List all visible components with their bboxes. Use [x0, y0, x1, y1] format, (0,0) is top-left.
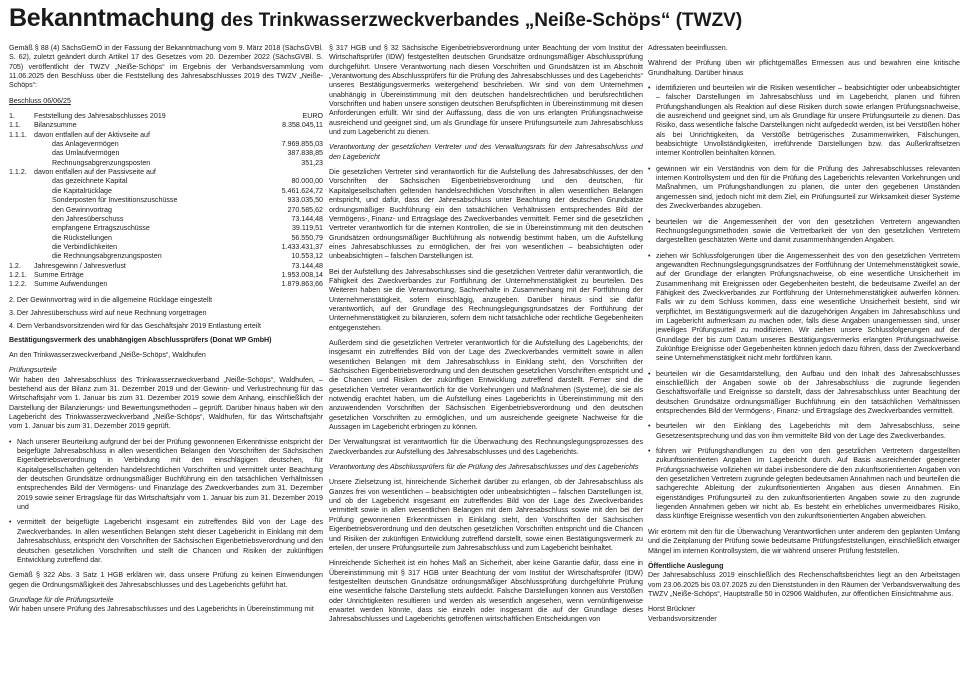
list-item: • beurteilen wir den Einklang des Lageberichts mit dem Jahresabschluss, seine Gesetzesentsprechung und das von ihm vermittelte Bild von der Lage des Zweckverbandes. — [656, 422, 960, 441]
gl-heading: Grundlage für die Prüfungsurteile — [9, 595, 114, 604]
table-row — [9, 271, 323, 280]
table-cell-value: 10.553,12 — [291, 252, 323, 261]
table-cell-value: 7.969.855,03 — [281, 140, 323, 149]
table-cell-n — [9, 215, 27, 224]
table-cell-n — [9, 196, 27, 205]
table-row — [9, 168, 323, 177]
table-row — [9, 131, 323, 140]
table-row — [9, 243, 323, 252]
table-cell-value: 1.953.008,14 — [281, 270, 323, 279]
table-row — [9, 262, 323, 271]
c2-heading-1: Verantwortung der gesetzlichen Vertreter und des Verwaltungsrats für den Jahresabschluss und den Lagebericht — [329, 143, 643, 161]
c2-p5: Der Verwaltungsrat ist verantwortlich für die Überwachung des Rechnungslegungsprozesses des Zweckverbandes zur Aufstellung des Jahresabschlusses und des Lageberichts. — [329, 438, 643, 456]
gl-text: Wir haben unsere Prüfung des Jahresabschlusses und des Lageberichts in Übereinstimmung mit — [9, 605, 314, 614]
table-cell-n: 1.1.1. — [9, 130, 27, 139]
table-cell-label: die Rechnungsabgrenzungsposten — [52, 252, 162, 261]
table-cell-n: 1.1.2. — [9, 168, 27, 177]
table-cell-n — [9, 177, 27, 186]
table-cell-value: 39.119,51 — [291, 224, 323, 233]
table-cell-label: Feststellung des Jahresabschlusses 2019 — [34, 112, 166, 121]
signature-role: Verbandsvorsitzender — [648, 614, 717, 623]
financial-table — [9, 112, 323, 290]
c2-p2: Die gesetzlichen Vertreter sind verantwortlich für die Aufstellung des Jahresabschlusses, der den Vorschriften der Sächsischen Eigenbetriebsverordnung und den deutschen, für Kapitalgesellschaften geltenden handelsrechtlichen Vorschriften in allen wesentlichen Belangen entspricht, und dafür, dass der Jahresabschluss unter Beachtung der deutschen Grundsätze ordnungsmäßiger Buchführung ein den tatsächlichen Verhältnissen entsprechendes Bild der Vermögens-, Finanz- und Ertragslage des Zweckverbandes vermittelt. Ferner sind die gesetzlichen Vertreter verantwortlich für die internen Kontrollen, die sie in Übereinstimmung mit den deutschen Grundsätzen ordnungsmäßiger Buchführung als notwendig bestimmt haben, um die Aufstellung eines Jahresabschlusses zu ermöglichen, der frei von wesentlichen – beabsichtigten oder unbeabsichtigten – falschen Darstellungen ist. — [329, 168, 643, 261]
table-cell-label: den Jahresüberschuss — [52, 214, 124, 223]
c2-p3: Bei der Aufstellung des Jahresabschlusses sind die gesetzlichen Vertreter dafür verantwortlich, die Fähigkeit des Zweckverbandes zur Fortführung der Unternehmenstätigkeit zu beurteilen. Des Weiteren haben sie die Verantwortung, Sachverhalte in Zusammenhang mit der Fortführung der Unternehmenstätigkeit, sofern einschlägig, anzugeben. Darüber hinaus sind sie dafür verantwortlich, auf der Grundlage des Rechnungslegungsgrundsatzes der Fortführung der Unternehmenstätigkeit zu bilanzieren, sofern dem nicht tatsächliche oder rechtliche Gegebenheiten entgegenstehen. — [329, 267, 643, 332]
c2-p7: Hinreichende Sicherheit ist ein hohes Maß an Sicherheit, aber keine Garantie dafür, dass eine in Übereinstimmung mit § 317 HGB unter Beachtung der vom Institut der Wirtschaftsprüfer (IDW) festgestellten deutschen Grundsätze ordnungsmäßiger Abschlussprüfung durchgeführte Prüfung eine wesentliche falsche Darstellung stets aufdeckt. Falsche Darstellungen können aus Verstößen oder Unrichtigkeiten resultieren und werden als wesentlich angesehen, wenn vernünftigerweise erwartet werden könnte, dass sie einzeln oder insgesamt die auf der Grundlage dieses Jahresabschlusses und Lageberichts getroffenen wirtschaftlichen Entscheidungen von — [329, 559, 643, 624]
table-cell-value: 5.461.624,72 — [281, 186, 323, 195]
table-row — [9, 196, 323, 205]
table-row — [9, 177, 323, 186]
table-row — [9, 187, 323, 196]
c2-p4: Außerdem sind die gesetzlichen Vertreter verantwortlich für die Aufstellung des Lageberichts, der insgesamt ein zutreffendes Bild von der Lage des Zweckverbandes vermittelt sowie in allen wesentlichen Belangen mit dem Jahresabschluss in Einklang steht, den Vorschriften der Sächsischen Eigenbetriebsverordnung und den deutschen gesetzlichen Vorschriften entspricht und die Chancen und Risiken der zukünftigen Entwicklung zutreffend darstellt. Ferner sind die gesetzlichen Vertreter verantwortlich für die Vorkehrungen und Maßnahmen (Systeme), die sie als notwendig erachtet haben, um die Aufstellung eines Lageberichts in Übereinstimmung mit den anzuwendenden Vorschriften der Sächsischen Eigenbetriebsverordnung und den deutschen gesetzlichen Vorschriften zu ermöglichen, und um ausreichende geeignete Nachweise für die Aussagen im Lagebericht erbringen zu können. — [329, 338, 643, 432]
c3-p3: Wir erörtern mit den für die Überwachung Verantwortlichen unter anderem den geplanten Umfang und die Zeitplanung der Prüfung sowie bedeutsame Prüfungsfeststellungen, einschließlich etwaiger Mängel im internen Kontrollsystem, die wir während unserer Prüfung feststellen. — [648, 527, 960, 555]
list-item: • identifizieren und beurteilen wir die Risiken wesentlicher – beabsichtigter oder unbeabsichtigter – falscher Darstellungen im Jahresabschluss und im Lagebericht, planen und führen Prüfungshandlungen als Reaktion auf diese Risiken durch sowie erlangen Prüfungsnachweise, die ausreichend und geeignet sind, um als Grundlage für unsere Prüfungsurteile zu dienen. Das Risiko, dass wesentliche falsche Darstellungen nicht aufgedeckt werden, ist bei Verstößen höher als bei Unrichtigkeiten, da Verstöße betrügerisches Zusammenwirken, Fälschungen, beabsichtigte Unvollständigkeiten, irreführende Darstellungen bzw. das Außerkraftsetzen interner Kontrollen beinhalten können. — [656, 84, 960, 159]
table-row — [9, 159, 323, 168]
c2-heading-2: Verantwortung des Abschlussprüfers für die Prüfung des Jahresabschlusses und des Lageberichts — [329, 463, 639, 472]
table-cell-label: das Umlaufvermögen — [52, 149, 120, 158]
table-cell-label: Bilanzsumme — [34, 121, 77, 130]
table-cell-n: 1.1. — [9, 121, 21, 130]
table-cell-n: 1.2.2. — [9, 280, 27, 289]
table-cell-n — [9, 159, 27, 168]
table-cell-value: 8.358.045,11 — [282, 121, 323, 130]
list-item: 3. Der Jahresüberschuss wird auf neue Rechnung vorgetragen — [9, 308, 207, 317]
table-cell-n — [9, 252, 27, 261]
column-2 — [329, 44, 643, 631]
table-cell-label: das Anlagevermögen — [52, 140, 119, 149]
column-3 — [648, 44, 960, 624]
table-cell-n: 1.2.1. — [9, 270, 27, 279]
table-cell-n — [9, 206, 27, 215]
table-row — [9, 252, 323, 261]
table-cell-value — [259, 131, 323, 140]
pu-text: Wir haben den Jahresabschluss des Trinkwasserzweckverband „Neiße-Schöps“, Waldhufen, – bestehend aus der Bilanz zum 31. Dezember 2019 und der Gewinn- und Verlustrechnung für das Wirtschaftsjahr vom 1. Januar bis zum 31. Dezember 2019 sowie dem Anhang, einschließlich der Darstellung der Bilanzierungs- und Bewertungsmethoden – geprüft. Darüber hinaus haben wir den Lagebericht des Trinkwasserzweckverband „Neiße-Schöps“, Waldhufen, für das Wirtschaftsjahr vom 1. Januar bis zum 31. Dezember 2019 geprüft. — [9, 375, 323, 431]
list-item: • beurteilen wir die Gesamtdarstellung, den Aufbau und den Inhalt des Jahresabschlusses einschließlich der Angaben sowie ob der Jahresabschluss die zugrunde liegenden Geschäftsvorfälle und Ereignisse so darstellt, dass der Jahresabschluss unter Beachtung der deutschen Grundsätze ordnungsmäßiger Buchführung ein den tatsächlichen Verhältnissen entsprechendes Bild der Vermögens-, Finanz- und Ertragslage des Zweckverbandes vermittelt. — [656, 370, 960, 417]
table-cell-label: die Rückstellungen — [52, 233, 112, 242]
table-cell-label: davon entfallen auf der Passivseite auf — [34, 168, 156, 177]
table-cell-label: Rechnungsabgrenzungsposten — [52, 158, 151, 167]
column-1 — [9, 44, 323, 621]
table-cell-n: 1.2. — [9, 261, 21, 270]
table-cell-label: empfangene Ertragszuschüsse — [52, 224, 150, 233]
oa-text: Der Jahresabschluss 2019 einschließlich des Rechenschaftsberichtes liegt an den Arbeitstagen vom 23.06.2025 bis 03.07.2025 zu den Dienststunden in den Räumen der Verbandsverwaltung des TWZV „Neiße-Schöps“, Hauptstraße 50 in 02906 Waldhufen, zur öffentlichen Einsichtnahme aus. — [648, 571, 960, 598]
table-row — [9, 140, 323, 149]
table-row — [9, 121, 323, 130]
table-cell-label: das gezeichnete Kapital — [52, 177, 128, 186]
table-cell-label: den Gewinnvortrag — [52, 205, 112, 214]
table-cell-label: die Verbindlichkeiten — [52, 242, 118, 251]
table-cell-n — [9, 187, 27, 196]
table-cell-value: 73.144,48 — [291, 214, 323, 223]
table-cell-n — [9, 149, 27, 158]
table-cell-value: 1.879.863,66 — [281, 280, 323, 289]
list-item: • führen wir Prüfungshandlungen zu den von den gesetzlichen Vertretern dargestellten zukunftsorientierten Angaben im Lagebericht durch. Auf Basis ausreichender geeigneter Prüfungsnachweise vollziehen wir dabei insbesondere die den zukunftsorientierten Angaben von den gesetzlichen Vertretern zugrunde gelegten bedeutsamen Annahmen nach und beurteilen die sachgerechte Ableitung der zukunftsorientierten Angaben aus diesen Annahmen. Ein eigenständiges Prüfungsurteil zu den zukunftsorientierten Angaben sowie zu den zugrunde liegenden Annahmen geben wir nicht ab. Es besteht ein erhebliches unvermeidbares Risiko, dass künftige Ereignisse wesentlich von den zukunftsorientierten Angaben abweichen. — [656, 447, 960, 522]
table-row — [9, 206, 323, 215]
table-row — [9, 224, 323, 233]
page-title — [9, 4, 742, 33]
table-cell-n — [9, 140, 27, 149]
table-cell-value — [259, 168, 323, 177]
resolution-items — [9, 296, 323, 332]
table-cell-value: 1.433.431,37 — [281, 242, 323, 251]
list-item: • ziehen wir Schlussfolgerungen über die Angemessenheit des von den gesetzlichen Vertretern angewandten Rechnungslegungsgrundsatzes der Fortführung der Unternehmenstätigkeit sowie, auf der Grundlage der erlangten Prüfungsnachweise, ob eine wesentliche Unsicherheit im Zusammenhang mit Ereignissen oder Gegebenheiten besteht, die bedeutsame Zweifel an der Fähigkeit des Zweckverbandes zur Fortführung der Unternehmenstätigkeit aufwerfen können. Falls wir zu dem Schluss kommen, dass eine wesentliche Unsicherheit besteht, sind wir verpflichtet, im Bestätigungsvermerk auf die dazugehörigen Angaben im Jahresabschluss und im Lagebericht aufmerksam zu machen oder, falls diese Angaben unangemessen sind, unser jeweiliges Prüfungsurteil zu modifizieren. Wir ziehen unsere Schlussfolgerungen auf der Grundlage der bis zum Datum unseres Bestätigungsvermerks erlangten Prüfungsnachweise. Zukünftige Ereignisse oder Gegebenheiten können jedoch dazu führen, dass der Zweckverband seine Unternehmenstätigkeit nicht mehr fortführen kann. — [656, 252, 960, 364]
table-cell-value: 270.585,62 — [287, 205, 323, 214]
list-item: 4. Dem Verbandsvorsitzenden wird für das Geschäftsjahr 2019 Entlastung erteilt — [9, 322, 261, 331]
title-main: Bekanntmachung — [9, 4, 215, 32]
table-cell-label: davon entfallen auf der Aktivseite auf — [34, 130, 150, 139]
pu-bullets — [9, 438, 323, 565]
list-item: 2. Der Gewinnvortrag wird in die allgemeine Rücklage eingestellt — [9, 295, 213, 304]
table-row — [9, 280, 323, 289]
signature-name: Horst Brückner — [648, 605, 696, 614]
p322-text: Gemäß § 322 Abs. 3 Satz 1 HGB erklären wir, dass unsere Prüfung zu keinen Einwendungen gegen die Ordnungsmäßigkeit des Jahresabschlusses und des Lageberichts geführt hat. — [9, 571, 323, 589]
table-cell-label: Summe Aufwendungen — [34, 280, 108, 289]
table-cell-n — [9, 224, 27, 233]
c3-p1: Adressaten beeinflussen. — [648, 44, 728, 52]
c2-p1: § 317 HGB und § 32 Sächsische Eigenbetriebsverordnung unter Beachtung der vom Institut der Wirtschaftsprüfer (IDW) festgestellten deutschen Grundsätze ordnungsmäßiger Abschlussprüfung durchgeführt. Unsere Verantwortung nach diesen Vorschriften und Grundsätzen ist im Abschnitt „Verantwortung des Abschlussprüfers für die Prüfung des Jahresabschlusses und des Lageberichts“ unseres Bestätigungsvermerks weitergehend beschrieben. Wir sind von dem Unternehmen unabhängig in Übereinstimmung mit den deutschen handelsrechtlichen und berufsrechtlichen Vorschriften und haben unsere sonstigen deutschen Berufspflichten in Übereinstimmung mit diesen Anforderungen erfüllt. Wir sind der Auffassung, dass die von uns erlangten Prüfungsnachweise ausreichend und geeignet sind, um als Grundlage für unsere Prüfungsurteile zum Jahresabschluss und zum Lagebericht zu dienen. — [329, 44, 643, 137]
table-cell-value: 80.000,00 — [291, 177, 323, 186]
table-cell-label: Sonderposten für Investitionszuschüsse — [52, 196, 178, 205]
table-cell-value: 73.144,48 — [291, 261, 323, 270]
table-cell-value: 56.550,79 — [291, 233, 323, 242]
list-item: • gewinnen wir ein Verständnis von dem für die Prüfung des Jahresabschlusses relevanten internen Kontrollsystem und den für die Prüfung des Lageberichts relevanten Vorkehrungen und Maßnahmen, um Prüfungshandlungen zu planen, die unter den gegebenen Umständen angemessen sind, jedoch nicht mit dem Ziel, ein Prüfungsurteil zur Wirksamkeit dieser Systeme des Zweckverbandes abzugeben. — [656, 165, 960, 212]
table-cell-value: 933.035,50 — [287, 196, 323, 205]
beschluss-label: Beschluss 06/06/25 — [9, 96, 71, 105]
oa-heading: Öffentliche Auslegung — [648, 561, 724, 570]
table-cell-label: Jahresgewinn / Jahresverlust — [34, 261, 126, 270]
table-cell-value: 387.838,85 — [287, 149, 323, 158]
list-item: • beurteilen wir die Angemessenheit der von den gesetzlichen Vertretern angewandten Rechnungslegungsmethoden sowie die Vertretbarkeit der von den gesetzlichen Vertretern dargestellten geschätzten Werte und damit zusammenhängenden Angaben. — [656, 218, 960, 246]
pu-heading: Prüfungsurteile — [9, 366, 57, 375]
table-cell-value: EURO — [302, 112, 323, 121]
bv-heading: Bestätigungsvermerk des unabhängigen Abschlussprüfers (Donat WP GmbH) — [9, 335, 272, 344]
table-row — [9, 149, 323, 158]
table-row — [9, 215, 323, 224]
table-cell-n: 1. — [9, 112, 15, 121]
bv-addressee: An den Trinkwasserzweckverband „Neiße-Schöps“, Waldhufen — [9, 350, 206, 359]
table-cell-label: die Kapitalrücklage — [52, 186, 112, 195]
table-row — [9, 112, 323, 121]
c3-p2: Während der Prüfung üben wir pflichtgemäßes Ermessen aus und bewahren eine kritische Grundhaltung. Darüber hinaus — [648, 59, 960, 77]
list-item: • vermittelt der beigefügte Lagebericht insgesamt ein zutreffendes Bild von der Lage des Zweckverbandes. In allen wesentlichen Belangen steht dieser Lagebericht in Einklang mit dem Jahresabschluss, entspricht den Vorschriften der Sächsischen Eigenbetriebsverordnung und den deutschen gesetzlichen Vorschriften und stellt die Chancen und Risiken der zukünftigen Entwicklung zutreffend dar. — [17, 518, 323, 565]
table-cell-label: Summe Erträge — [34, 270, 84, 279]
c3-bullets — [648, 84, 960, 522]
table-cell-n — [9, 234, 27, 243]
c2-p6: Unsere Zielsetzung ist, hinreichende Sicherheit darüber zu erlangen, ob der Jahresabschluss als Ganzes frei von wesentlichen – beabsichtigten oder unbeabsichtigten – falschen Darstellungen ist, und ob der Lagebericht insgesamt ein zutreffendes Bild von der Lage des Zweckverbandes vermittelt sowie in allen wesentlichen Belangen mit dem Jahresabschluss sowie mit den bei der Prüfung gewonnenen Erkenntnissen in Einklang steht, den Vorschriften der Sächsischen Eigenbetriebsverordnung und den deutschen gesetzlichen Vorschriften entspricht und die Chancen und Risiken der zukünftigen Entwicklung zutreffend darstellt, sowie einen Bestätigungsvermerk zu erteilen, der unsere Prüfungsurteile zum Jahresabschluss und zum Lagebericht beinhaltet. — [329, 478, 643, 552]
list-item: • Nach unserer Beurteilung aufgrund der bei der Prüfung gewonnenen Erkenntnisse entspricht der beigefügte Jahresabschluss in allen wesentlichen Belangen den Vorschriften der Sächsischen Eigenbetriebsverordnung in Verbindung mit den einschlägigen deutschen, für Kapitalgesellschaften geltenden handelsrechtlichen Vorschriften und vermittelt unter Beachtung der deutschen Grundsätze ordnungsmäßiger Buchführung ein den tatsächlichen Verhältnissen entsprechendes Bild der Vermögens- und Finanzlage des Zweckverbandes zum 31. Dezember 2019 sowie seiner Ertragslage für das Wirtschaftsjahr vom 1. Januar bis zum 31. Dezember 2019 und — [17, 438, 323, 513]
table-cell-value: 351,23 — [301, 158, 323, 167]
table-row — [9, 234, 323, 243]
table-cell-n — [9, 243, 27, 252]
intro-paragraph: Gemäß § 88 (4) SächsGemO in der Fassung der Bekanntmachung vom 9. März 2018 (SächsGVBl. S. 62), zuletzt geändert durch Artikel 17 des Gesetzes vom 20. Dezember 2022 (SächsGVBl. S. 705) veröffentlicht der TWZV „Neiße-Schöps“ im Ergebnis der Verbandsversammlung vom 11.06.2025 den Beschluss über die Feststellung des Jahresabschlusses 2019 des TWZV „Neiße-Schöps“: — [9, 44, 323, 90]
title-rest: des Trinkwasserzweckverbandes „Neiße-Schöps“ (TWZV) — [220, 10, 743, 31]
